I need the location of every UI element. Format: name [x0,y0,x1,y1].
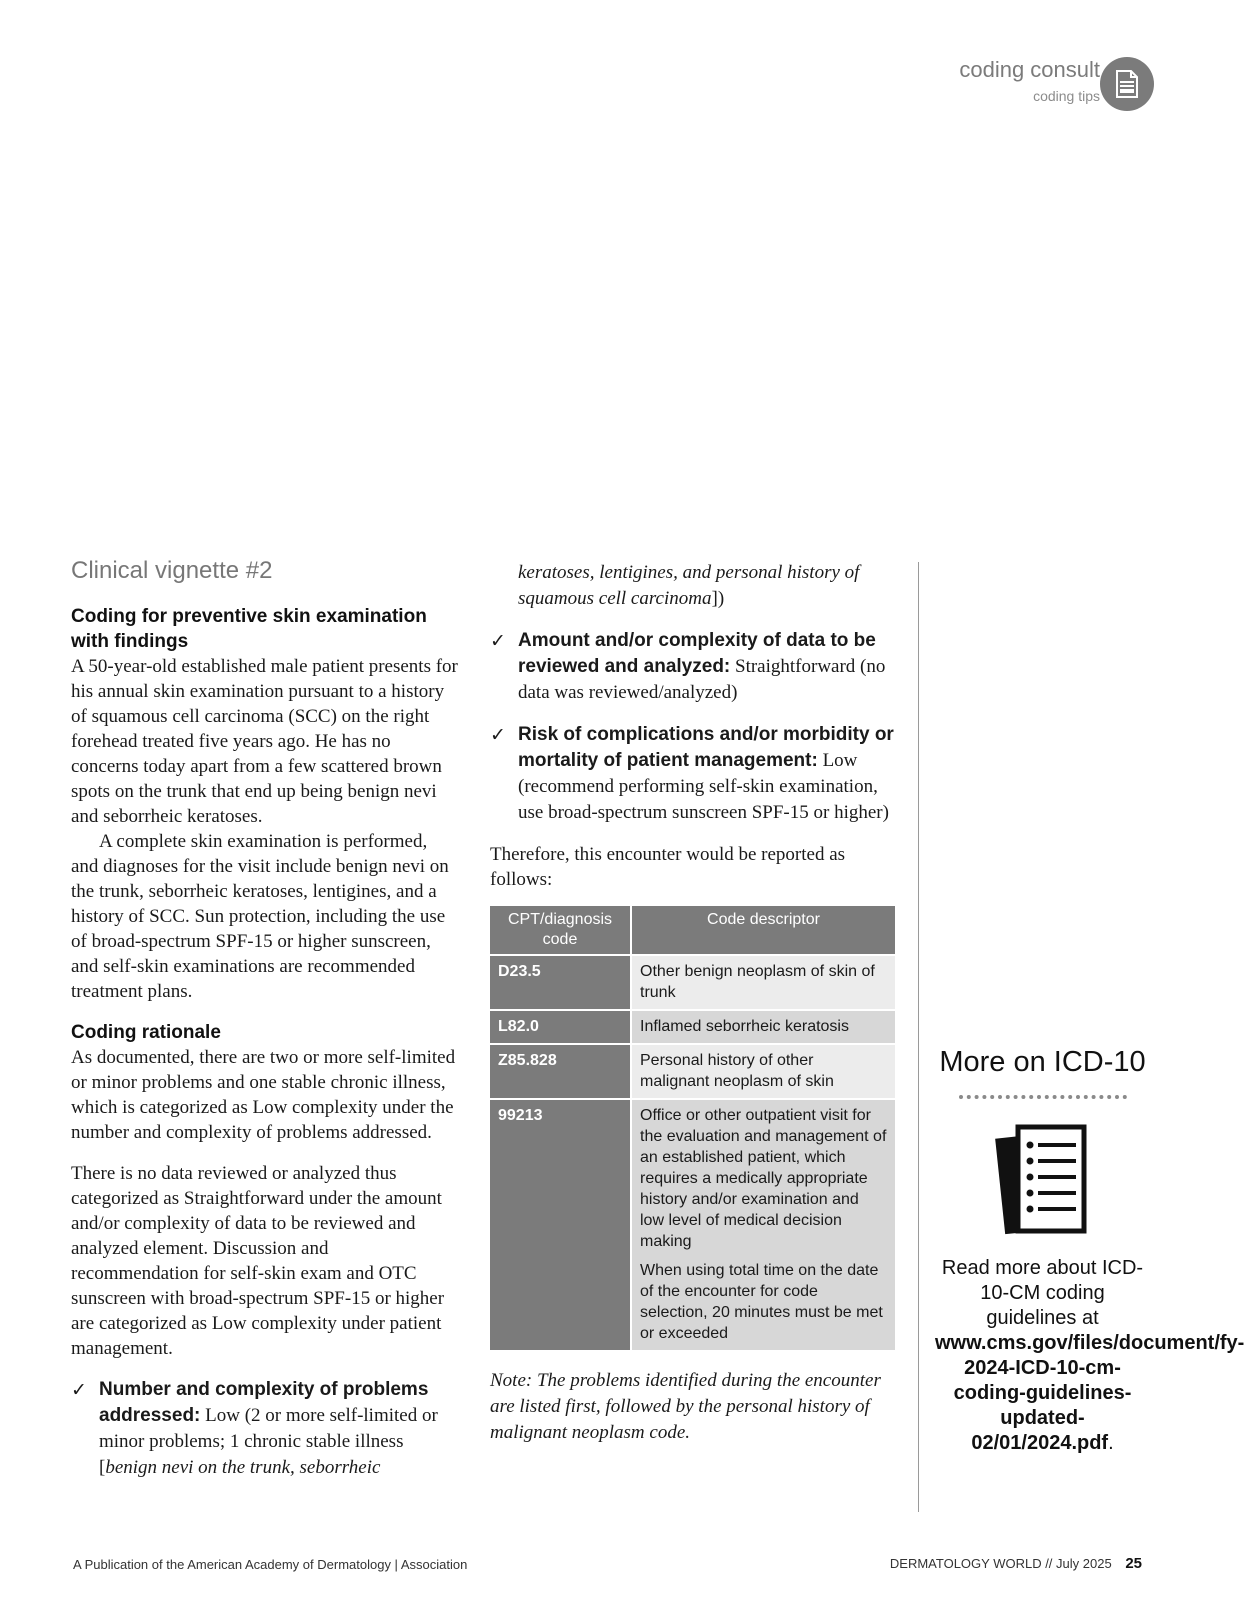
descriptor-text: Office or other outpatient visit for the evaluation and management of an established patient, which requires a medically appropriate history and/or examination and low level of medical decision making [640,1107,887,1250]
table-row [490,1098,895,1350]
descriptor-time-note: When using total time on the date of the encounter for code selection, 20 minutes must be met or exceeded [640,1262,883,1342]
paragraph-exam: A complete skin examination is performed, and diagnoses for the visit include benign nevi on the trunk, seborrheic keratoses, lentigines, and a history of SCC. Sun protection, including the use of broad-spectrum SPF-15 or higher sunscreen, and self-skin examinations are recommended treatment plans. [71,831,449,1003]
checkmark-icon: ✓ [490,630,506,652]
checklist-continuation [490,560,895,612]
paragraph-rationale: As documented, there are two or more self-limited or minor problems and one stable chronic illness, which is categorized as Low complexity under the number and complexity of problems addressed. [71,1047,456,1144]
descriptor-cell: Inflamed seborrheic keratosis [630,1009,895,1043]
checklist-label: Amount and/or complexity of data to be reviewed and analyzed: [518,630,876,677]
checkmark-icon: ✓ [490,724,506,746]
descriptor-cell [630,1098,895,1350]
checklist-text: Straightforward (no data was reviewed/analyzed) [518,656,886,703]
code-cell: D23.5 [490,954,630,1009]
heading-preventive-exam [71,604,459,654]
footer-issue [890,1555,1142,1572]
checklist-label: Risk of complications and/or morbidity or mortality of patient management: [518,724,894,771]
section-title: coding consult [959,57,1100,82]
document-list-icon [998,1121,1088,1241]
heading-rationale: Coding rationale [71,1022,221,1044]
footer-publication: A Publication of the American Academy of Dermatology | Association [73,1557,468,1572]
descriptor-cell: Other benign neoplasm of skin of trunk [630,954,895,1009]
section-subtitle: coding tips [1033,88,1100,105]
sidebar-read-more [935,1256,1244,1456]
vignette-title: Clinical vignette #2 [71,557,273,584]
checklist-item-data [490,628,895,706]
checklist-text: Low (recommend performing self-skin examination, use broad-spectrum sunscreen SPF-15 or higher) [518,750,889,823]
descriptor-cell: Personal history of other malignant neoplasm of skin [630,1043,895,1098]
read-more-text: Read more about ICD-10-CM coding guidelines at [941,1257,1144,1329]
continuation-end: ]) [711,588,725,609]
column-middle [490,560,895,1446]
checkmark-icon: ✓ [71,1379,87,1402]
table-header-descriptor: Code descriptor [630,906,895,954]
sidebar-title: More on ICD-10 [939,1046,1146,1078]
sidebar-more-icd10 [935,1043,1244,1456]
code-cell: Z85.828 [490,1043,630,1098]
code-cell: L82.0 [490,1009,630,1043]
column-divider [918,562,919,1512]
table-row [490,954,895,1009]
checklist-italic: benign nevi on the trunk, seborrheic [105,1457,381,1479]
heading-line-2: with findings [71,631,189,653]
table-note: Note: The problems identified during the encounter are listed first, followed by the personal history of malignant neoplasm code. [490,1370,881,1443]
url-period: . [1108,1432,1114,1454]
footer-magazine-date: DERMATOLOGY WORLD // July 2025 [889,1556,1112,1571]
code-cell: 99213 [490,1098,630,1350]
page-number: 25 [1125,1555,1142,1572]
page-header [959,58,1100,104]
table-header-row [490,906,895,954]
paragraph-data-review: There is no data reviewed or analyzed thus categorized as Straightforward under the amount and/or complexity of data to be reviewed and analyzed element. Discussion and recommendation for self-skin exam and OTC sunscreen with broad-spectrum SPF-15 or higher are categorized as Low complexity under patient management. [71,1163,445,1360]
checklist-item-risk [490,722,895,826]
continuation-italic: keratoses, lentigines, and personal history of squamous cell carcinoma [518,562,860,609]
heading-line-1: Coding for preventive skin examination [71,606,427,628]
paragraph-therefore: Therefore, this encounter would be reported as follows: [490,844,846,890]
table-row [490,1043,895,1098]
checklist-label: Number and complexity of problems addressed: [99,1379,429,1427]
guidelines-link[interactable]: www.cms.gov/files/document/fy-2024-ICD-10-cm-coding-guidelines-updated-02/01/2024.pdf [935,1332,1244,1454]
table-row [490,1009,895,1043]
document-icon [1100,57,1154,111]
dotted-divider [959,1095,1127,1099]
table-header-code: CPT/diagnosis code [490,906,630,954]
paragraph-case: A 50-year-old established male patient presents for his annual skin examination pursuant to a history of squamous cell carcinoma (SCC) on the right forehead treated five years ago. He has no concerns today apart from a few scattered brown spots on the trunk that end up being benign nevi and seborrheic keratoses. [71,656,458,828]
codes-table [490,906,895,1350]
column-left [71,558,459,1481]
checklist-item-problems [71,1377,459,1481]
checklist-text: Low (2 or more self-limited or minor problems; 1 chronic stable illness [ [99,1405,438,1479]
